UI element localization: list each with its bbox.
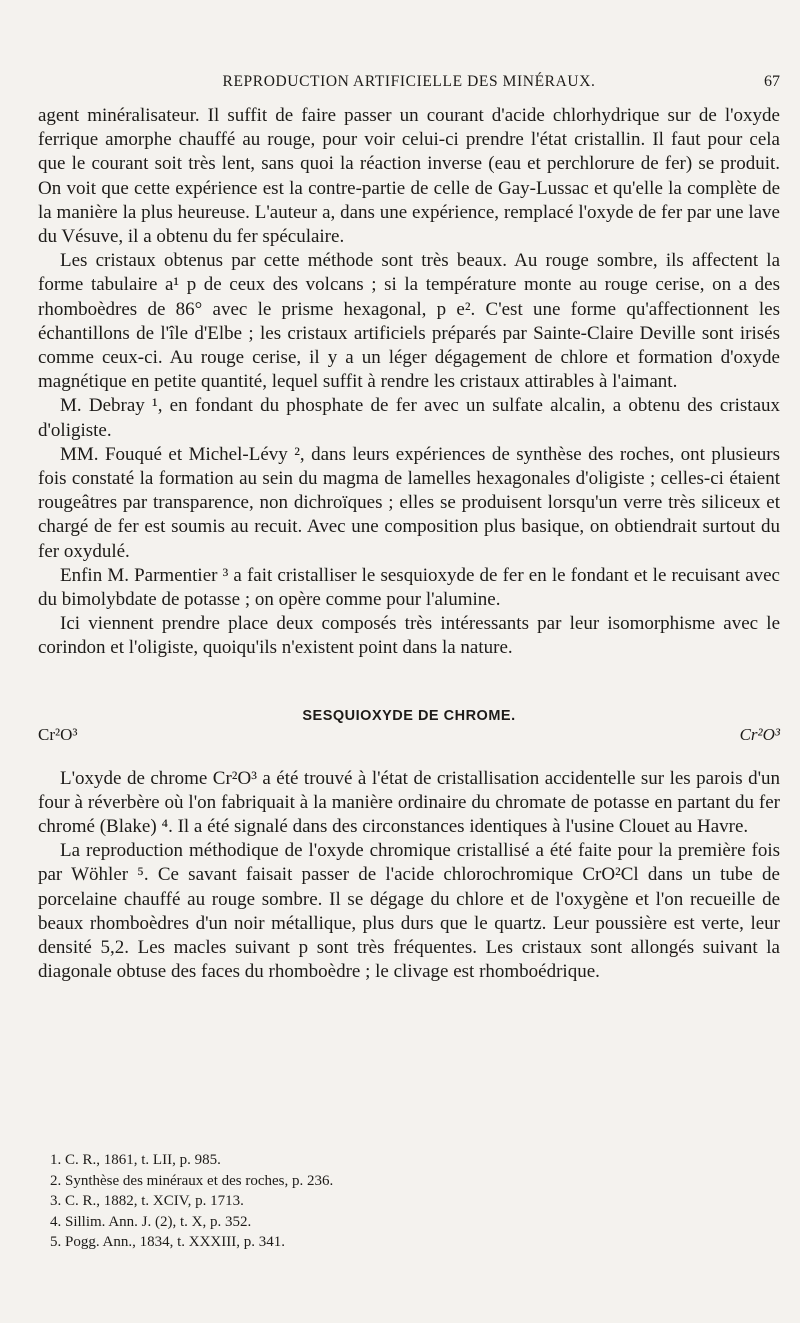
footnote: 4. Sillim. Ann. J. (2), t. X, p. 352. xyxy=(50,1213,252,1230)
paragraph: agent minéralisateur. Il suffit de faire passer un courant d'acide chlorhydrique sur de l'oxyde ferrique amorphe chauffé au rouge, pour voir celui-ci prendre l'état cristallin. Il faut pour cela que le courant soit très lent, sans quoi la réaction inverse (eau et perchlorure de fer) se produit. On voit que cette expérience est la contre-partie de celle de Gay-Lussac et qu'elle la complète de la manière la plus heureuse. L'auteur a, dans une expérience, remplacé l'oxyde de fer par une lave du Vésuve, il a obtenu du fer spéculaire. xyxy=(38,105,780,248)
page-number: 67 xyxy=(764,73,780,90)
footnote: 3. C. R., 1882, t. XCIV, p. 1713. xyxy=(50,1193,244,1209)
running-title: REPRODUCTION ARTIFICIELLE DES MINÉRAUX. xyxy=(222,73,596,90)
footnotes xyxy=(50,1150,750,1253)
paragraph: Les cristaux obtenus par cette méthode sont très beaux. Au rouge sombre, ils affectent la forme tabulaire a¹ p de ceux des volcans ; si la température monte au rouge cerise, on a des rhomboèdres de 86° avec le prisme hexagonal, p e². C'est une forme qu'affectionnent les échantillons de l'île d'Elbe ; les cristaux artificiels préparés par Sainte-Claire Deville sont irisés comme ceux-ci. Au rouge cerise, il y a un léger dégagement de chlore et formation d'oxyde magnétique en petite quantité, lequel suffit à rendre les cristaux attirables à l'aimant. xyxy=(38,250,780,393)
paragraph: M. Debray ¹, en fondant du phosphate de fer avec un sulfate alcalin, a obtenu des cristaux d'oligiste. xyxy=(38,395,780,441)
paragraph: L'oxyde de chrome Cr²O³ a été trouvé à l'état de cristallisation accidentelle sur les parois d'un four à réverbère où l'on fabriquait à la manière ordinaire du chromate de potasse en partant du fer chromé (Blake) ⁴. Il a été signalé dans des circonstances identiques à l'usine Clouet au Havre. xyxy=(38,767,780,838)
footnote: 2. Synthèse des minéraux et des roches, p. 236. xyxy=(50,1172,334,1189)
running-header xyxy=(38,73,780,97)
formula-right: Cr²O³ xyxy=(739,724,780,744)
paragraph: Enfin M. Parmentier ³ a fait cristalliser le sesquioxyde de fer en le fondant et le recuisant avec du bimolybdate de potasse ; on opère comme pour l'alumine. xyxy=(38,564,780,611)
section-heading: SESQUIOXYDE DE CHROME. xyxy=(302,707,516,724)
body-text xyxy=(38,104,780,985)
formula-row xyxy=(38,725,780,745)
formula-left: Cr²O³ xyxy=(38,724,78,744)
footnote: 1. C. R., 1861, t. LII, p. 985. xyxy=(50,1152,221,1168)
paragraph: MM. Fouqué et Michel-Lévy ², dans leurs expériences de synthèse des roches, ont plusieurs fois constaté la formation au sein du magma de lamelles hexagonales d'oligiste ; celles-ci étaient rougeâtres par transparence, non dichroïques ; elles se produisent lorsqu'un verre très siliceux et chargé de fer est soumis au recuit. Avec une composition plus basique, on obtiendrait surtout du fer oxydulé. xyxy=(38,443,780,562)
paragraph: La reproduction méthodique de l'oxyde chromique cristallisé a été faite pour la première fois par Wöhler ⁵. Ce savant faisait passer de l'acide chlorochromique CrO²Cl dans un tube de porcelaine chauffé au rouge sombre. Il se dégage du chlore et de l'oxygène et l'on recueille de beaux rhomboèdres d'un noir métallique, plus durs que le quartz. Leur poussière est verte, leur densité 5,2. Les macles suivant p sont très fréquentes. Les cristaux sont allongés suivant la diagonale obtuse des faces du rhomboèdre ; le clivage est rhomboédrique. xyxy=(38,840,780,983)
paragraph: Ici viennent prendre place deux composés très intéressants par leur isomorphisme avec le corindon et l'oligiste, quoiqu'ils n'existent point dans la nature. xyxy=(38,613,780,659)
footnote: 5. Pogg. Ann., 1834, t. XXXIII, p. 341. xyxy=(50,1234,285,1250)
